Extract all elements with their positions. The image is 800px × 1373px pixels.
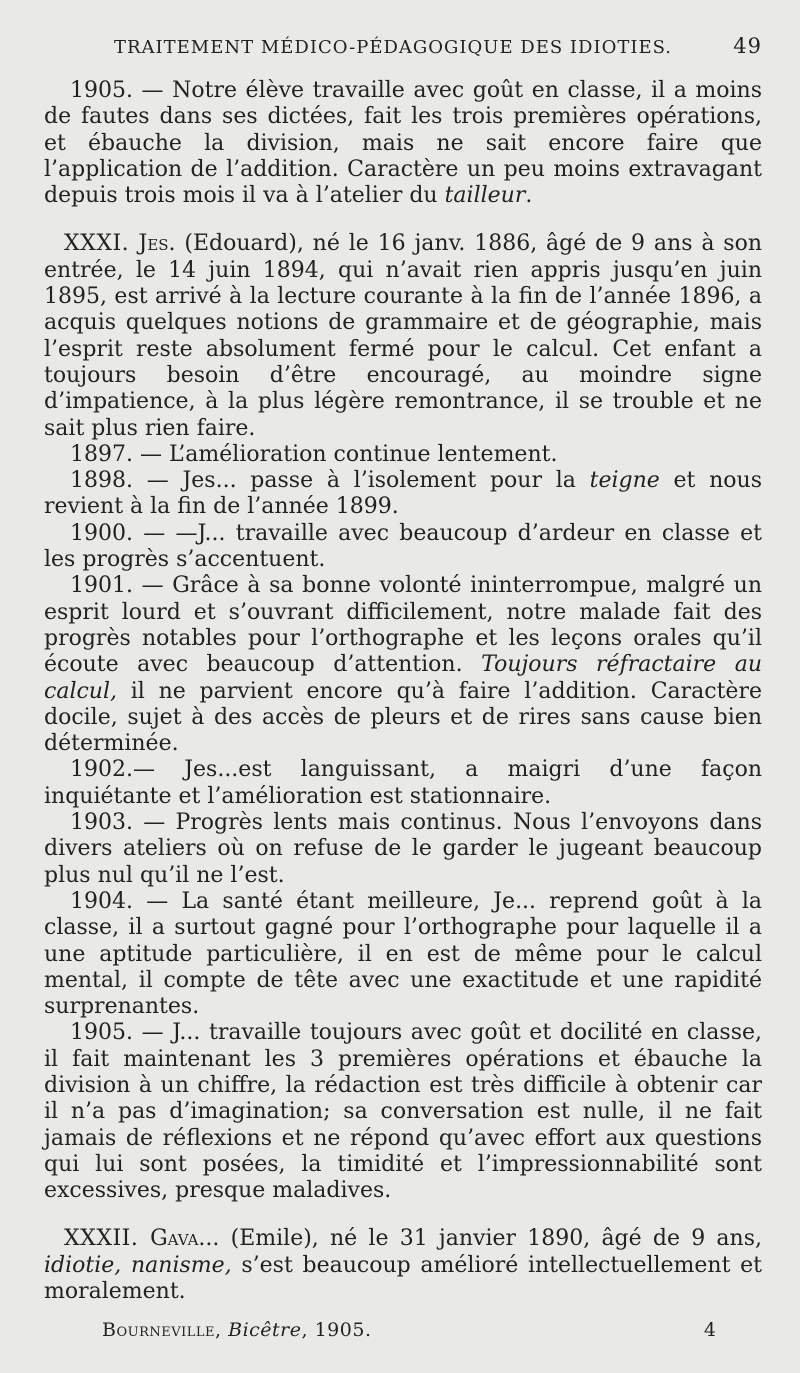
entry-text: 1898. — Jes... passe à l’isolement pour la xyxy=(70,468,590,494)
footer-imprint: Bourneville, Bicêtre, 1905. xyxy=(102,1319,372,1342)
entry-1904: 1904. — La santé étant meilleure, Je... reprend goût à la classe, il a surtout gagné pour l’orthographe pour laquelle il a une aptitude particulière, il en est de même pour le calcul mental, il compte de tête avec une exactitude et une rapidité surprenantes. xyxy=(44,888,762,1020)
footer-author: Bourneville xyxy=(102,1319,216,1342)
entry-1902: 1902.— Jes...est languissant, a maigri d’une façon inquiétante et l’amélioration est stationnaire. xyxy=(44,757,762,809)
italic-text: teigne xyxy=(589,468,660,494)
entry-1901 xyxy=(44,573,762,757)
entry-1897: 1897. — L’amélioration continue lentement. xyxy=(70,441,558,467)
page-footer xyxy=(44,1319,762,1341)
italic-text: idiotie, nanisme, xyxy=(44,1252,232,1278)
case-number: XXXI. xyxy=(64,231,139,257)
patient-name: Jes. xyxy=(138,231,176,257)
italic-text: tailleur xyxy=(444,183,526,209)
paragraph-text-end: . xyxy=(525,183,533,209)
case-xxxi xyxy=(44,231,762,441)
entry-text: 1901. — Grâce à sa bonne volonté ininterrompue, malgré un esprit lourd et s’ouvrant difficilement, notre malade fait des progrès notables pour l’orthographe et les leçons orales qu’il écoute avec beaucoup d’attention. xyxy=(44,573,762,678)
running-head xyxy=(44,34,762,68)
footer-place: Bicêtre xyxy=(228,1319,302,1342)
paragraph-1905-previous xyxy=(44,78,762,209)
paragraph-text: 1905. — Notre élève travaille avec goût en classe, il a moins de fautes dans ses dictées, fait les trois premières opérations, et ébauche la division, mais ne sait encore faire que l’application de l’addition. Caractère un peu moins extravagant depuis trois mois il va à l’atelier du xyxy=(44,78,762,209)
entry-1905: 1905. — J... travaille toujours avec goût et docilité en classe, il fait maintenant les 3 premières opérations et ébauche la division à un chiffre, la rédaction est très difficile à obtenir car il n’a pas d’imagination; sa conversation est nulle, il ne fait jamais de réflexions et ne répond qu’avec effort aux questions qui lui sont posées, la timidité et l’impressionnabilité sont excessives, presque maladives. xyxy=(44,1020,762,1204)
case-text: (Emile), né le 31 janvier 1890, âgé de 9 ans, xyxy=(219,1226,762,1252)
running-title: TRAITEMENT MÉDICO-PÉDAGOGIQUE DES IDIOTIES. xyxy=(113,37,673,58)
case-text: (Edouard), né le 16 janv. 1886, âgé de 9 ans à son entrée, le 14 juin 1894, qui n’avait rien appris jusqu’en juin 1895, est arrivé à la lecture courante à la fin de l’année 1896, a acquis quelques notions de grammaire et de géographie, mais l’esprit reste absolument fermé pour le calcul. Cet enfant a toujours besoin d’être encouragé, au moindre signe d’impatience, à la plus légère remontrance, il se trouble et ne sait plus rien faire. xyxy=(44,231,762,441)
case-xxxii xyxy=(44,1226,762,1305)
entry-1900: 1900. — —J... travaille avec beaucoup d’ardeur en classe et les progrès s’accentuent. xyxy=(44,520,762,573)
body-text xyxy=(44,78,762,1305)
case-number: XXXII. xyxy=(64,1226,151,1252)
entry-1903: 1903. — Progrès lents mais continus. Nous l’envoyons dans divers ateliers où on refuse de le garder le jugeant beaucoup plus nul qu’il ne l’est. xyxy=(44,810,762,888)
entry-1898 xyxy=(44,468,762,521)
case-text-end: s’est beaucoup amélioré intellectuellement et moralement. xyxy=(44,1252,763,1305)
entry-text-end: et nous revient à la fin de l’année 1899. xyxy=(44,468,762,520)
italic-text: Toujours réfractaire au calcul, xyxy=(44,652,763,704)
footer-year: 1905. xyxy=(314,1319,372,1342)
page-number: 49 xyxy=(733,34,762,58)
entry-text-end: il ne parvient encore qu’à faire l’addition. Caractère docile, sujet à des accès de pleurs et de rires sans cause bien déterminée. xyxy=(44,678,762,757)
signature-number: 4 xyxy=(703,1319,716,1342)
patient-name: Gava... xyxy=(150,1226,220,1252)
